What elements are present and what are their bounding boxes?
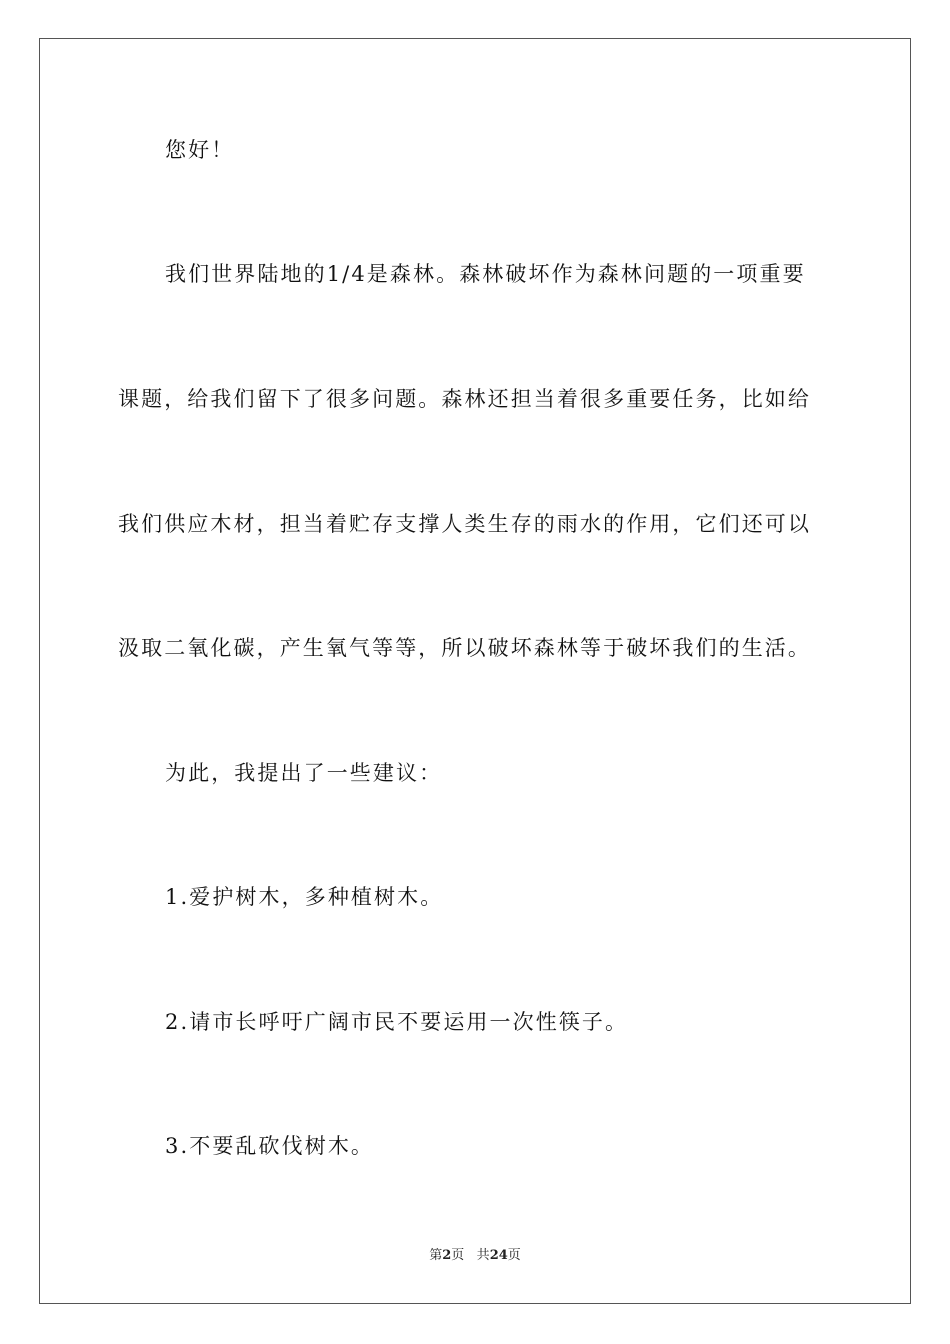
suggestion-item-2: 2.请市长呼吁广阔市民不要运用一次性筷子。 <box>165 1010 629 1034</box>
paragraph-line-3: 我们供应木材，担当着贮存支撑人类生存的雨水的作用，它们还可以 <box>118 512 811 536</box>
suggestion-item-1: 1.爱护树木，多种植树木。 <box>165 885 444 909</box>
total-pages-suffix: 页 <box>507 1248 521 1263</box>
page-number: 2 <box>442 1248 452 1263</box>
page-frame <box>39 38 911 1304</box>
suggestions-intro: 为此，我提出了一些建议： <box>165 761 443 785</box>
total-pages: 24 <box>489 1248 508 1263</box>
paragraph-line-4: 汲取二氧化碳，产生氧气等等，所以破坏森林等于破坏我们的生活。 <box>118 636 811 660</box>
total-pages-prefix: 共 <box>476 1248 490 1263</box>
greeting: 您好！ <box>165 138 235 162</box>
page-footer <box>0 1248 950 1264</box>
paragraph-line-2: 课题，给我们留下了很多问题。森林还担当着很多重要任务，比如给 <box>118 387 811 411</box>
page-number-prefix: 第 <box>429 1248 443 1263</box>
paragraph-line-1: 我们世界陆地的1/4是森林。森林破坏作为森林问题的一项重要 <box>165 262 806 286</box>
page-number-suffix: 页 <box>451 1248 465 1263</box>
suggestion-item-3: 3.不要乱砍伐树木。 <box>165 1134 375 1158</box>
